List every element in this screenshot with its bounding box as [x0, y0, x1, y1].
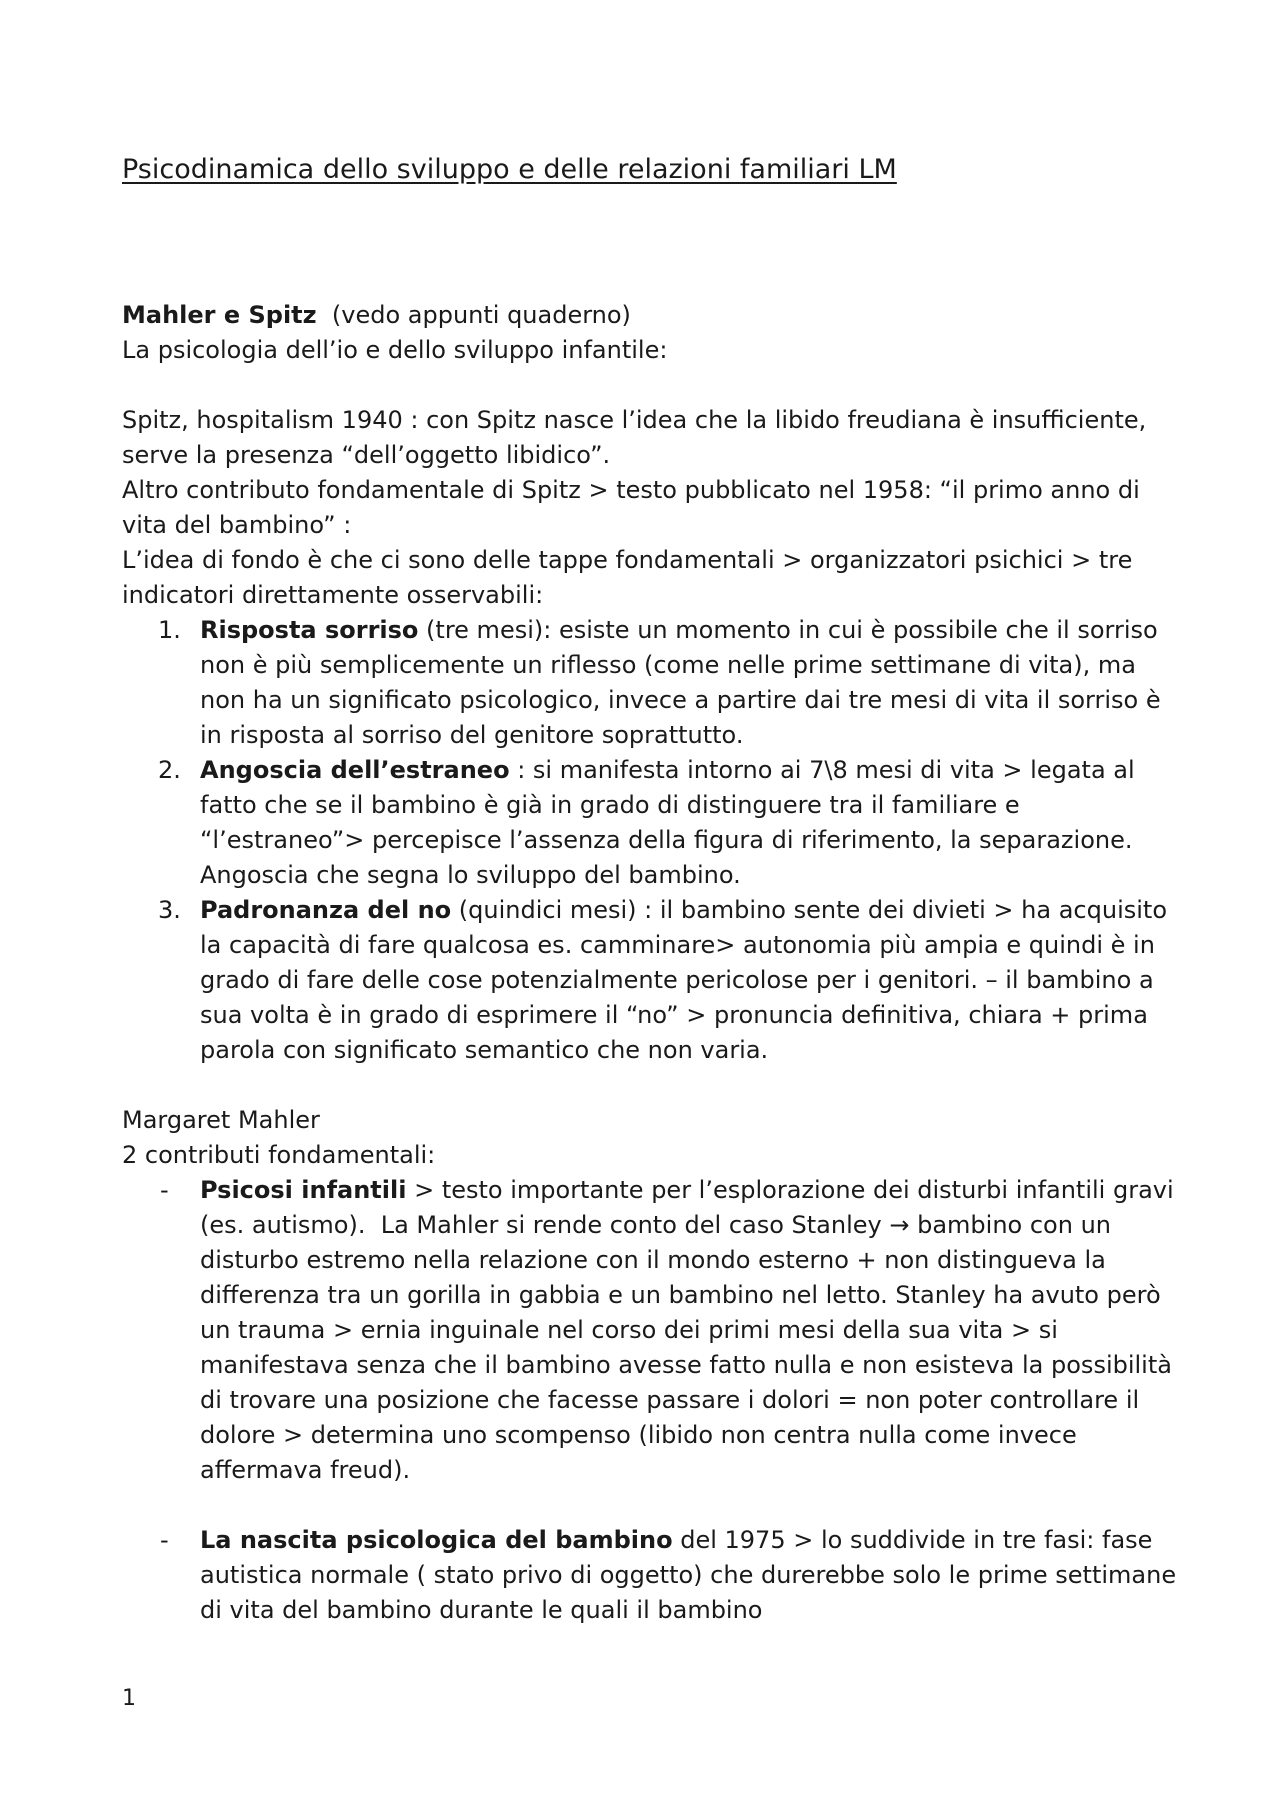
list-dash: - — [160, 1526, 169, 1554]
spacer — [122, 1068, 1182, 1103]
paragraph-organizers: L’idea di fondo è che ci sono delle tappe fondamentali > organizzatori psichici > tre indicatori direttamente osservabili: — [122, 546, 1133, 609]
list-item-term: Psicosi infantili — [200, 1176, 407, 1204]
list-item-spacer — [122, 1488, 1182, 1523]
list-number: 1. — [158, 616, 181, 644]
section-subtitle: La psicologia dell’io e dello sviluppo infantile: — [122, 336, 668, 364]
document-title: Psicodinamica dello sviluppo e delle relazioni familiari LM — [122, 154, 897, 185]
list-number: 2. — [158, 756, 181, 784]
paragraph-spitz-hospitalism: Spitz, hospitalism 1940 : con Spitz nasce l’idea che la libido freudiana è insufficiente, serve la presenza “dell’oggetto libidico”. — [122, 406, 1147, 469]
list-item — [122, 893, 1182, 1068]
numbered-list-indicators — [122, 613, 1182, 1068]
list-item — [122, 613, 1182, 753]
list-item-text: (tre mesi): esiste un momento in cui è possibile che il sorriso non è più semplicemente un riflesso (come nelle prime settimane di vita), ma non ha un significato psicologico, invece a partire dai tre mesi di vita il sorriso è in risposta al sorriso del genitore soprattutto. — [200, 616, 1161, 749]
page-number: 1 — [122, 1686, 136, 1711]
list-item — [122, 753, 1182, 893]
paragraph-spitz-contribution: Altro contributo fondamentale di Spitz > testo pubblicato nel 1958: “il primo anno di vita del bambino” : — [122, 476, 1140, 539]
section-heading-note: (vedo appunti quaderno) — [316, 301, 631, 329]
list-item-term: Angoscia dell’estraneo — [200, 756, 510, 784]
section-heading-bold: Mahler e Spitz — [122, 301, 317, 329]
list-item-term: Risposta sorriso — [200, 616, 419, 644]
list-item-term: La nascita psicologica del bambino — [200, 1526, 673, 1554]
list-item — [122, 1173, 1182, 1488]
list-item-text: > testo importante per l’esplorazione dei disturbi infantili gravi (es. autismo). La Mahler si rende conto del caso Stanley → bambino con un disturbo estremo nella relazione con il mondo esterno + non distingueva la differenza tra un gorilla in gabbia e un bambino nel letto. Stanley ha avuto però un trauma > ernia inguinale nel corso dei primi mesi della sua vita > si manifestava senza che il bambino avesse fatto nulla e non esisteva la possibilità di trovare una posizione che facesse passare i dolori = non poter controllare il dolore > determina uno scompenso (libido non centra nulla come invece affermava freud). — [200, 1176, 1182, 1484]
list-item-text: (quindici mesi) : il bambino sente dei divieti > ha acquisito la capacità di fare qualcosa es. camminare> autonomia più ampia e quindi è in grado di fare delle cose potenzialmente pericolose per i genitori. – il bambino a sua volta è in grado di esprimere il “no” > pronuncia definitiva, chiara + prima parola con significato semantico che non varia. — [200, 896, 1167, 1064]
list-item-text: del 1975 > lo suddivide in tre fasi: fase autistica normale ( stato privo di oggetto) che durerebbe solo le prime settimane di vita del bambino durante le quali il bambino — [200, 1526, 1177, 1624]
dash-list-contributions — [122, 1173, 1182, 1628]
list-item-text: : si manifesta intorno ai 7\8 mesi di vita > legata al fatto che se il bambino è già in grado di distinguere tra il familiare e “l’estraneo”> percepisce l’assenza della figura di riferimento, la separazione. Angoscia che segna lo sviluppo del bambino. — [200, 756, 1135, 889]
section-heading-mahler-spitz — [122, 298, 1182, 333]
document-body — [122, 150, 1182, 1628]
section-heading-margaret-mahler: Margaret Mahler — [122, 1106, 320, 1134]
list-number: 3. — [158, 896, 181, 924]
list-item — [122, 1523, 1182, 1628]
spacer — [122, 368, 1182, 403]
spacer — [122, 190, 1182, 298]
section-subtitle: 2 contributi fondamentali: — [122, 1141, 436, 1169]
list-item-term: Padronanza del no — [200, 896, 452, 924]
list-dash: - — [160, 1176, 169, 1204]
